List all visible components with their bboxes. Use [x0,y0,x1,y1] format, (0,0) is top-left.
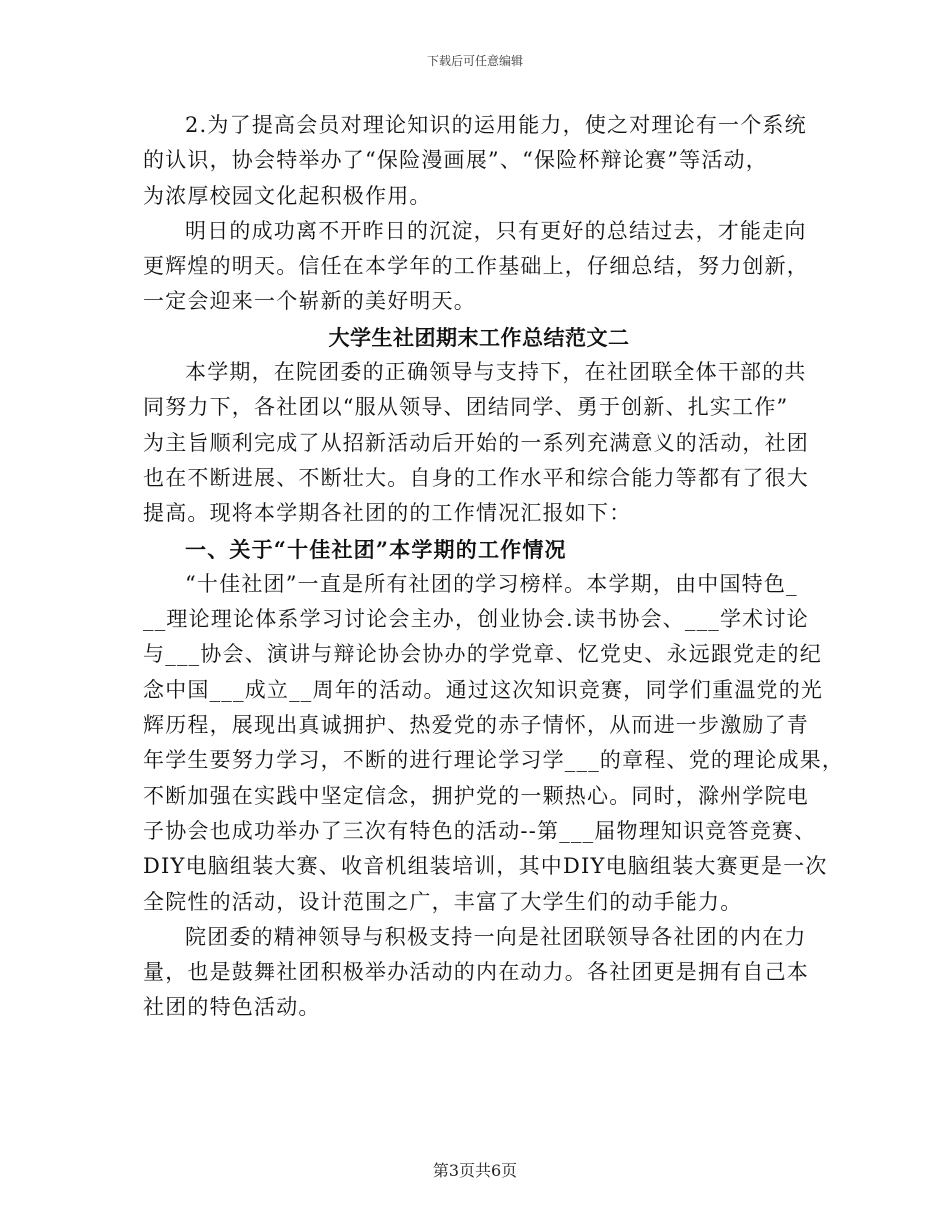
text-line: 也在不断进展、不断壮大。自身的工作水平和综合能力等都有了很大 [143,465,809,490]
text-line: 为浓厚校园文化起积极作用。 [143,183,432,208]
text-line: __理论理论体系学习讨论会主办，创业协会.读书协会、___学术讨论 [143,607,809,632]
paragraph-first-line: 2.为了提高会员对理论知识的运用能力，使之对理论有一个系统 [185,113,807,137]
text-line: 的认识，协会特举办了“保险漫画展”、“保险杯辩论赛”等活动， [143,148,768,173]
text-line: 年学生要努力学习，不断的进行理论学习学___的章程、党的理论成果， [143,748,845,773]
text-line: 社团的特色活动。 [143,995,321,1020]
paragraph-first-line: 院团委的精神领导与积极支持一向是社团联领导各社团的内在力 [185,924,807,949]
text-line: 一定会迎来一个崭新的美好明天。 [143,289,476,314]
section-heading: 一、关于“十佳社团”本学期的工作情况 [185,536,567,562]
text-line: 子协会也成功举办了三次有特色的活动--第___届物理知识竞答竞赛、 [143,818,817,843]
document-body [143,108,845,1026]
text-line: 同努力下，各社团以“服从领导、团结同学、勇于创新、扎实工作” [143,395,789,420]
paragraph-first-line: “十佳社团”一直是所有社团的学习榜样。本学期，由中国特色_ [185,571,798,596]
paragraph-first-line: 明日的成功离不开昨日的沉淀，只有更好的总结过去，才能走向 [185,218,807,243]
text-line: 不断加强在实践中坚定信念，拥护党的一颗热心。同时，滁州学院电 [143,783,809,808]
text-line: 量，也是鼓舞社团积极举办活动的内在动力。各社团更是拥有自己本 [143,960,809,985]
text-line: 为主旨顺利完成了从招新活动后开始的一系列充满意义的活动，社团 [143,430,809,455]
text-line: 与___协会、演讲与辩论协会协办的学党章、忆党史、永远跟党走的纪 [143,642,822,667]
text-line: 辉历程，展现出真诚拥护、热爱党的赤子情怀，从而进一步激励了青 [143,713,809,738]
page-number: 第3页共6页 [432,1161,518,1180]
text-line: DIY电脑组装大赛、收音机组装培训，其中DIY电脑组装大赛更是一次 [143,854,828,879]
page-header-note: 下载后可任意编辑 [426,54,523,68]
text-line: 更辉煌的明天。信任在本学年的工作基础上，仔细总结，努力创新， [143,254,809,279]
paragraph-first-line: 本学期，在院团委的正确领导与支持下，在社团联全体干部的共 [185,360,807,385]
text-line: 念中国___成立__周年的活动。通过这次知识竞赛，同学们重温党的光 [143,677,824,702]
text-line: 提高。现将本学期各社团的的工作情况汇报如下： [143,501,632,526]
text-line: 全院性的活动，设计范围之广，丰富了大学生们的动手能力。 [143,889,743,914]
section-title: 大学生社团期末工作总结范文二 [328,324,630,350]
